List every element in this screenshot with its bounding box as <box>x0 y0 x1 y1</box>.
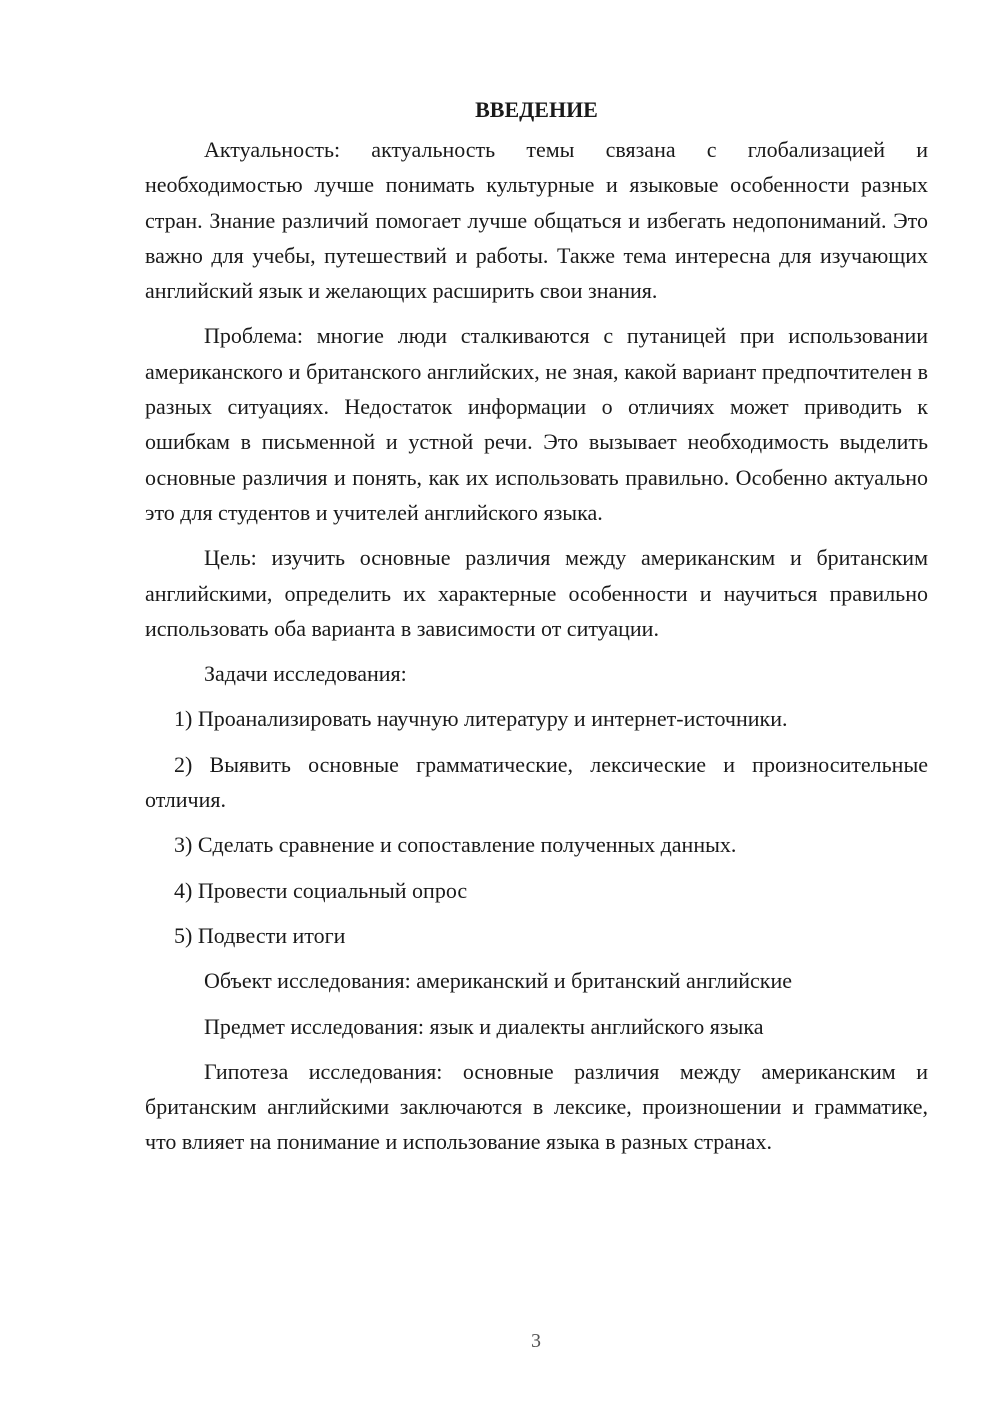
problem-paragraph: Проблема: многие люди сталкиваются с путаницей при использовании американского и британского английских, не зная, какой вариант предпочтителен в разных ситуациях. Недостаток информации о отличиях может приводить к ошибкам в письменной и устной речи. Это вызывает необходимость выделить основные различия и понять, как их использовать правильно. Особенно актуально это для студентов и учителей английского языка. <box>145 323 928 525</box>
task-item: 2) Выявить основные грамматические, лексические и произносительные отличия. <box>145 751 928 813</box>
section-heading: ВВЕДЕНИЕ <box>475 97 598 122</box>
document-page <box>145 92 928 1170</box>
task-item: 4) Провести социальный опрос <box>174 877 468 903</box>
task-item: 1) Проанализировать научную литературу и интернет-источники. <box>174 706 788 732</box>
relevance-paragraph: Актуальность: актуальность темы связана с глобализацией и необходимостью лучше понимать культурные и языковые особенности разных стран. Знание различий помогает лучше общаться и избегать недопониманий. Это важно для учебы, путешествий и работы. Также тема интересна для изучающих английский язык и желающих расширить свои знания. <box>145 137 928 304</box>
page-number: 3 <box>531 1330 541 1352</box>
research-subject: Предмет исследования: язык и диалекты английского языка <box>204 1013 764 1039</box>
goal-paragraph: Цель: изучить основные различия между американским и британским английскими, определить их характерные особенности и научиться правильно использовать оба варианта в зависимости от ситуации. <box>145 545 928 641</box>
task-item: 3) Сделать сравнение и сопоставление полученных данных. <box>174 832 737 858</box>
research-object: Объект исследования: американский и британский английские <box>204 968 793 994</box>
hypothesis-paragraph: Гипотеза исследования: основные различия между американским и британским английскими заключаются в лексике, произношении и грамматике, что влияет на понимание и использование языка в разных странах. <box>145 1058 928 1155</box>
tasks-heading: Задачи исследования: <box>204 661 407 687</box>
task-item: 5) Подвести итоги <box>174 922 346 948</box>
